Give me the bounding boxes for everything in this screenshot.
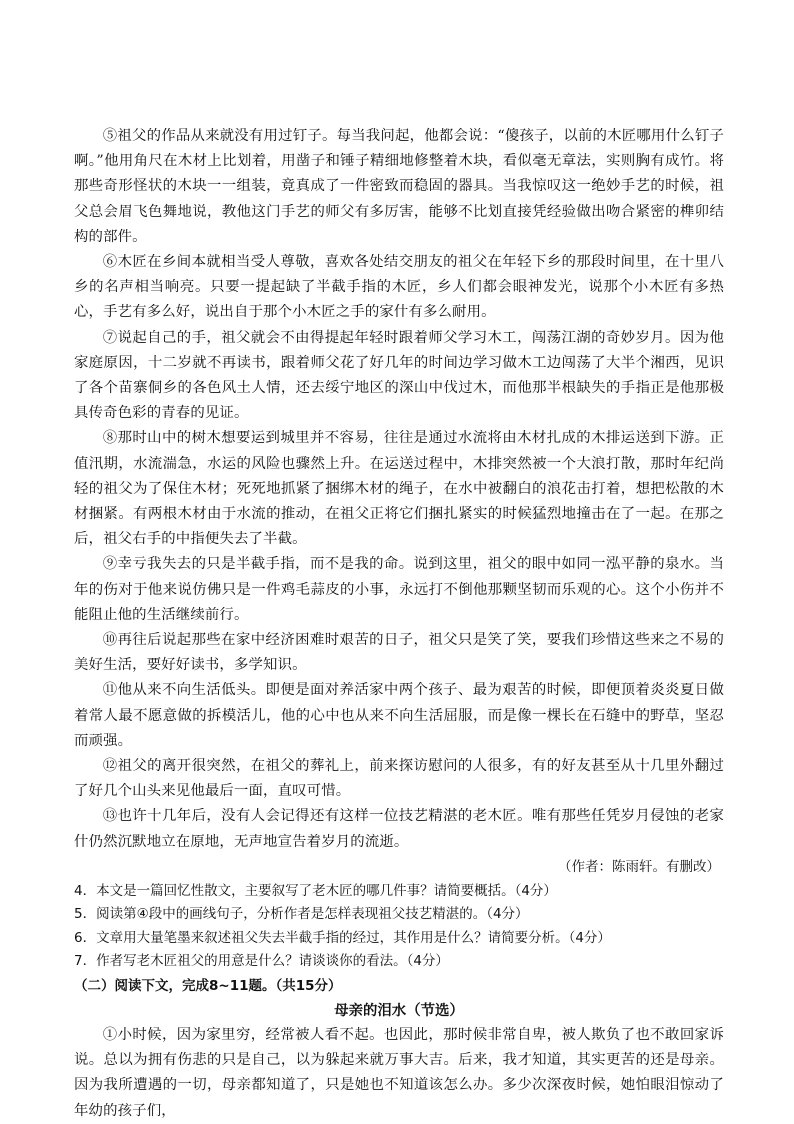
section-2-paragraph-1: ①小时候，因为家里穷，经常被人看不起。也因此，那时候非常自卑，被人欺负了也不敢回家诉说。总以为拥有伤悲的只是自己，以为躲起来就万事大吉。后来，我才知道，其实更苦的还是母亲。因为我所遭遇的一切，母亲都知道了，只是她也不知道该怎么办。多少次深夜时候，她怕眼泪惊动了年幼的孩子们， — [74, 1026, 724, 1119]
paragraph-8: ⑧那时山中的树木想要运到城里并不容易，往往是通过水流将由木材扎成的木排运送到下游。正值汛期，水流湍急，水运的风险也骤然上升。在运送过程中，木排突然被一个大浪打散，那时年纪尚轻的祖父为了保住木材；死死地抓紧了捆绑木材的绳子，在水中被翻白的浪花击打着，想把松散的木材捆紧。有两根木材由于水流的推动，在祖父正将它们捆扎紧实的时候猛烈地撞击在了一起。在那之后，祖父右手的中指便失去了半截。 — [74, 430, 724, 548]
paragraph-12: ⑫祖父的离开很突然，在祖父的葬礼上，前来探访慰问的人很多，有的好友甚至从十几里外翻过了好几个山头来见他最后一面，直叹可惜。 — [74, 758, 724, 800]
paragraph-7: ⑦说起自己的手，祖父就会不由得提起年轻时跟着师父学习木工，闯荡江湖的奇妙岁月。因为他家庭原因，十二岁就不再读书，跟着师父花了好几年的时间边学习做木工边闯荡了大半个湘西，见识了各个苗寨侗乡的各色风土人情，还去绥宁地区的深山中伐过木，而他那半根缺失的手指正是他那极具传奇色彩的青春的见证。 — [74, 329, 724, 422]
question-7: 7．作者写老木匠祖父的用意是什么？请谈谈你的看法。（4分） — [74, 953, 449, 970]
source-attribution: （作者：陈雨轩。有删改） — [558, 858, 720, 875]
paragraph-5: ⑤祖父的作品从来就没有用过钉子。每当我问起，他都会说：“傻孩子，以前的木匠哪用什么钉子啊。”他用角尺在木材上比划着，用凿子和锤子精细地修整着木块，看似毫无章法，实则胸有成竹。将那些奇形怪状的木块一一组装，竟真成了一件密致而稳固的器具。当我惊叹这一绝妙手艺的时候，祖父总会眉飞色舞地说，教他这门手艺的师父有多厉害，能够不比划直接凭经验做出吻合紧密的榫卯结构的部件。 — [74, 128, 724, 245]
article-title: 母亲的泪水（节选） — [334, 1001, 464, 1019]
paragraph-10: ⑩再往后说起那些在家中经济困难时艰苦的日子，祖父只是笑了笑，要我们珍惜这些来之不易的美好生活，要好好读书，多学知识。 — [74, 632, 724, 674]
question-5: 5．阅读第④段中的画线句子，分析作者是怎样表现祖父技艺精湛的。（4分） — [74, 906, 529, 923]
question-4: 4．本文是一篇回忆性散文，主要叙写了老木匠的哪几件事？请简要概括。（4分） — [74, 882, 557, 899]
section-2-heading: （二）阅读下文，完成8~11题。（共15分） — [74, 977, 342, 994]
paragraph-11: ⑪他从来不向生活低头。即便是面对养活家中两个孩子、最为艰苦的时候，即便顶着炎炎夏日做着常人最不愿意做的拆模活儿，他的心中也从来不向生活屈服，而是像一棵长在石缝中的野草，坚忍而顽强。 — [74, 682, 724, 749]
paragraph-6: ⑥木匠在乡间本就相当受人尊敬，喜欢各处结交朋友的祖父在年轻下乡的那段时间里，在十里八乡的名声相当响亮。只要一提起缺了半截手指的木匠，乡人们都会眼神发光，说那个小木匠有多热心，手艺有多么好，说出自于那个小木匠之手的家什有多么耐用。 — [74, 254, 724, 321]
document-page — [74, 124, 724, 1124]
question-6: 6．文章用大量笔墨来叙述祖父失去半截手指的经过，其作用是什么？请简要分析。（4分） — [74, 929, 611, 946]
paragraph-9: ⑨幸亏我失去的只是半截手指，而不是我的命。说到这里，祖父的眼中如同一泓平静的泉水。当年的伤对于他来说仿佛只是一件鸡毛蒜皮的小事，永远打不倒他那颗坚韧而乐观的心。这个小伤并不能阻止他的生活继续前行。 — [74, 556, 724, 623]
paragraph-13: ⑬也许十几年后，没有人会记得还有这样一位技艺精湛的老木匠。唯有那些任凭岁月侵蚀的老家什仍然沉默地立在原地，无声地宣告着岁月的流逝。 — [74, 808, 724, 850]
